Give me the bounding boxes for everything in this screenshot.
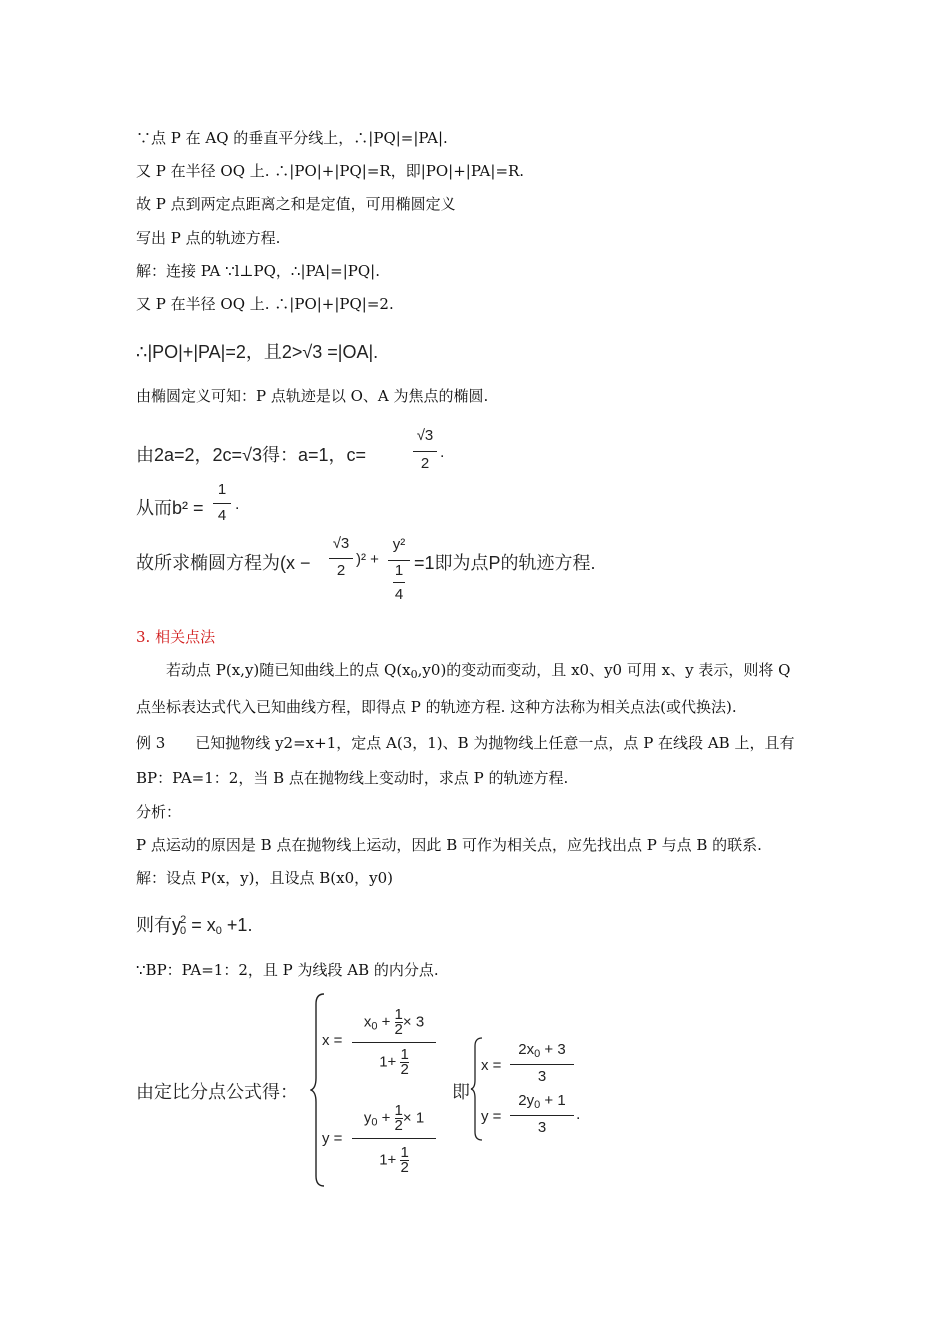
left-brace-2 xyxy=(470,1036,484,1142)
paragraph-line-2: 点坐标表达式代入已知曲线方程，即得点 P 的轨迹方程. 这种方法称为相关点法(或代换法). xyxy=(136,698,737,716)
equation-b-squared: 从而b² = xyxy=(136,498,204,518)
equation-a-c: 由2a=2，2c=√3得：a=1，c= xyxy=(136,445,367,465)
text-line-ellipse-definition: 由椭圆定义可知：P 点轨迹是以 O、A 为焦点的椭圆. xyxy=(136,387,489,405)
frac-ellipse-bar xyxy=(329,558,353,559)
system-x-bar xyxy=(352,1042,436,1043)
result-y-num: $2y_0 + 1$ xyxy=(518,1092,566,1111)
ratio-line: ∵BP：PA=1：2，且 P 为线段 AB 的内分点. xyxy=(136,961,439,979)
system-x-num: $x_0$ + $\frac{1}{2}$ × 3 xyxy=(363,1006,425,1038)
text-line-3: 故 P 点到两定点距离之和是定值，可用椭圆定义 xyxy=(136,195,456,213)
analysis-line: P 点运动的原因是 B 点在抛物线上运动，因此 B 可作为相关点，应先找出点 P 与点 B 的联系. xyxy=(136,836,762,854)
result-x-num: $2x_0 + 3$ xyxy=(518,1041,566,1060)
text-line-2: 又 P 在半径 OQ 上. ∴|PO|+|PQ|=R，即|PO|+|PA|=R. xyxy=(136,162,525,180)
text-line-6: 又 P 在半径 OQ 上. ∴|PO|+|PQ|=2. xyxy=(136,295,394,313)
frac-ellipse-num: √3 xyxy=(332,535,350,552)
example-line-2: BP：PA=1：2，当 B 点在抛物线上变动时，求点 P 的轨迹方程. xyxy=(136,769,569,787)
left-brace-1 xyxy=(310,992,326,1188)
frac-b-bar xyxy=(213,503,231,504)
section-heading: 3. 相关点法 xyxy=(136,628,216,646)
frac-ellipse-den: 2 xyxy=(336,562,346,579)
result-y-bar xyxy=(510,1115,574,1116)
result-x-den: 3 xyxy=(537,1068,547,1085)
equation-ellipse-end: =1即为点P的轨迹方程. xyxy=(414,553,596,573)
frac-y-num: y² xyxy=(392,536,406,553)
system-y-num: $y_0$ + $\frac{1}{2}$ × 1 xyxy=(363,1102,425,1134)
result-y-label: y = xyxy=(481,1108,502,1125)
ji-label: 即 xyxy=(452,1082,470,1102)
system-x-den: 1+ $\frac{1}{2}$ xyxy=(379,1046,409,1078)
system-y-bar xyxy=(352,1138,436,1139)
frac-b-den: 4 xyxy=(217,507,227,524)
formula-label: 由定比分点公式得： xyxy=(136,1082,298,1102)
text-line-1: ∵点 P 在 AQ 的垂直平分线上，∴|PQ|=|PA|. xyxy=(136,129,448,147)
text-line-4: 写出 P 点的轨迹方程. xyxy=(136,229,281,247)
text-line-5: 解：连接 PA ∵l⊥PQ，∴|PA|=|PQ|. xyxy=(136,262,380,280)
solution-line: 解：设点 P(x，y)，且设点 B(x0，y0) xyxy=(136,869,394,887)
frac-y-sub-den: 4 xyxy=(394,586,404,603)
equation-parabola: 则有$y_0^2 = x_0 +1$. xyxy=(136,914,253,937)
paragraph-line-1: 若动点 P(x,y)随已知曲线上的点 $Q(x_0,y0)$的变动而变动，且 x0、y0 可用 x、y 表示，则将 Q xyxy=(166,661,791,681)
example-line-1: 例 3 已知抛物线 y2=x+1，定点 A(3，1)、B 为抛物线上任意一点，点 P 在线段 AB 上，且有 xyxy=(136,734,795,752)
system-y-label: y = xyxy=(322,1130,343,1147)
frac-y-sub-bar xyxy=(393,582,405,583)
frac-y-bar xyxy=(388,560,410,561)
equation-ellipse-mid: )² + xyxy=(356,551,379,568)
frac-c-num: √3 xyxy=(416,427,434,444)
system-x-label: x = xyxy=(322,1032,343,1049)
system-y-den: 1+ $\frac{1}{2}$ xyxy=(379,1144,409,1176)
result-x-label: x = xyxy=(481,1057,502,1074)
frac-b-num: 1 xyxy=(217,481,227,498)
equation-sum-distance: ∴|PO|+|PA|=2，且2>√3 =|OA|. xyxy=(136,342,379,362)
analysis-label: 分析： xyxy=(136,803,182,821)
frac-c-bar xyxy=(413,451,437,452)
frac-y-sub-num: 1 xyxy=(394,562,404,579)
equation-ellipse-label: 故所求椭圆方程为(x − xyxy=(136,553,311,573)
result-x-bar xyxy=(510,1064,574,1065)
result-y-den: 3 xyxy=(537,1119,547,1136)
frac-c-den: 2 xyxy=(420,455,430,472)
